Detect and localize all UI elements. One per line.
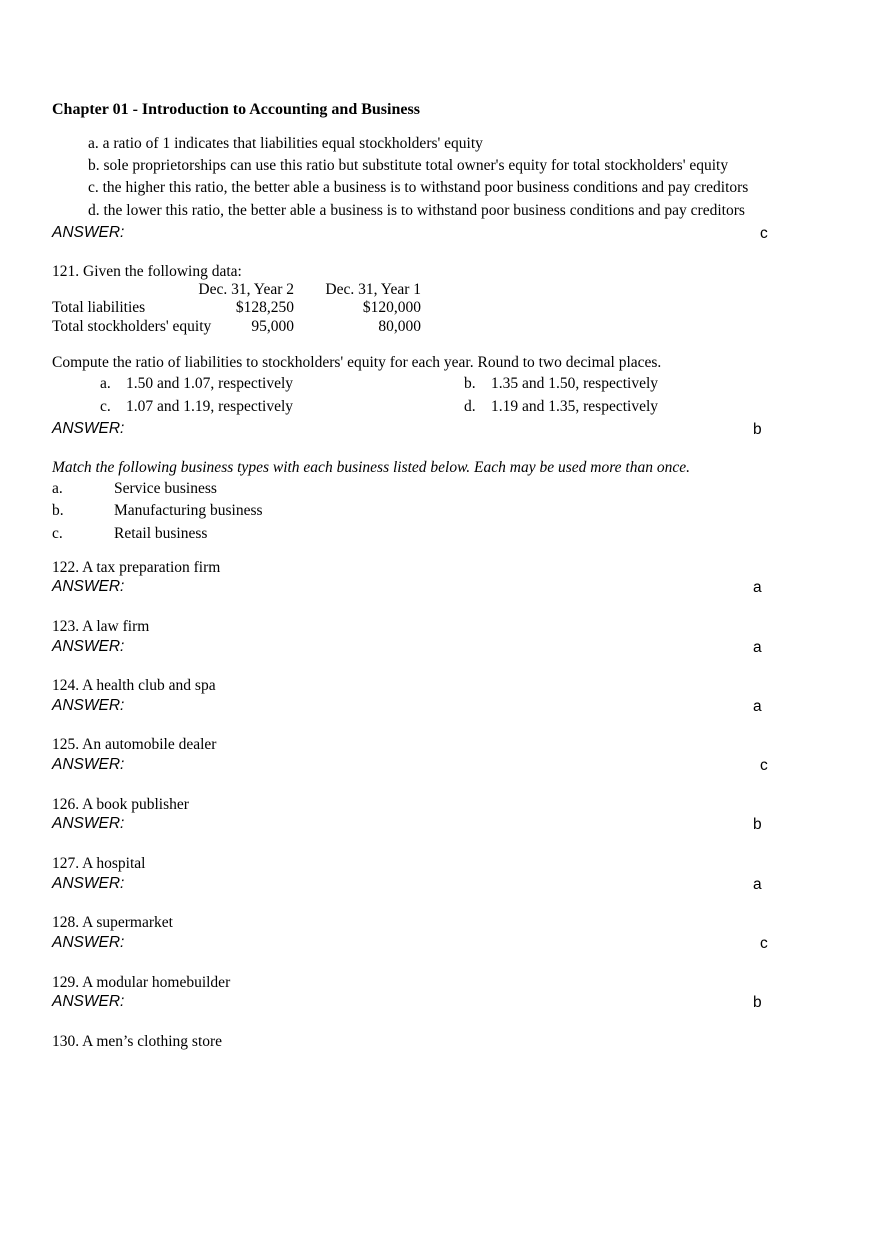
answer-label-122: ANSWER:	[52, 578, 125, 595]
q121-option-text-c: 1.07 and 1.19, respectively	[126, 398, 294, 415]
question-128: 128. A supermarket	[52, 914, 173, 931]
answer-126: b	[753, 816, 762, 833]
q120-option-b: b. sole proprietorships can use this ratio but substitute total owner's equity for total stockholders' equity	[88, 157, 729, 174]
matching-type-retail: Retail business	[114, 525, 208, 542]
matching-type-letter-c: c.	[52, 525, 63, 542]
answer-128: c	[760, 935, 768, 952]
question-126: 126. A book publisher	[52, 796, 189, 813]
answer-label-123: ANSWER:	[52, 638, 125, 655]
q121-option-text-d: 1.19 and 1.35, respectively	[491, 398, 659, 415]
q121-option-text-b: 1.35 and 1.50, respectively	[491, 375, 659, 392]
q121-row-label: Total liabilities	[52, 299, 146, 316]
q121-col-header-year2: Dec. 31, Year 2	[198, 281, 294, 298]
answer-label-126: ANSWER:	[52, 815, 125, 832]
question-122: 122. A tax preparation firm	[52, 559, 221, 576]
q121-col-header-year1: Dec. 31, Year 1	[325, 281, 421, 298]
q121-row-label: Total stockholders' equity	[52, 318, 212, 335]
q121-row-value-year2: $128,250	[235, 299, 294, 316]
answer-label-127: ANSWER:	[52, 875, 125, 892]
q120-answer: c	[760, 225, 768, 242]
q121-option-letter-d: d.	[464, 398, 476, 415]
question-129: 129. A modular homebuilder	[52, 974, 231, 991]
q121-option-text-a: 1.50 and 1.07, respectively	[126, 375, 294, 392]
matching-type-service: Service business	[114, 480, 217, 497]
page-title: Chapter 01 - Introduction to Accounting and Business	[52, 101, 420, 118]
answer-124: a	[753, 698, 762, 715]
question-123: 123. A law firm	[52, 618, 150, 635]
question-125: 125. An automobile dealer	[52, 736, 217, 753]
answer-label-125: ANSWER:	[52, 756, 125, 773]
answer-129: b	[753, 994, 762, 1011]
question-127: 127. A hospital	[52, 855, 146, 872]
q120-answer-label: ANSWER:	[52, 224, 125, 241]
matching-type-letter-b: b.	[52, 502, 64, 519]
q121-option-letter-b: b.	[464, 375, 476, 392]
q121-answer-label: ANSWER:	[52, 420, 125, 437]
q120-option-a: a. a ratio of 1 indicates that liabilities equal stockholders' equity	[88, 135, 483, 152]
q121-row-value-year1: $120,000	[362, 299, 421, 316]
q121-question: Compute the ratio of liabilities to stockholders' equity for each year. Round to two decimal places.	[52, 354, 662, 371]
q121-option-letter-a: a.	[100, 375, 111, 392]
matching-type-manufacturing: Manufacturing business	[114, 502, 263, 519]
q120-option-d: d. the lower this ratio, the better able a business is to withstand poor business conditions and pay creditors	[88, 202, 745, 219]
answer-123: a	[753, 639, 762, 656]
q121-answer: b	[753, 421, 762, 438]
q121-row-value-year2: 95,000	[251, 318, 294, 335]
answer-label-129: ANSWER:	[52, 993, 125, 1010]
question-124: 124. A health club and spa	[52, 677, 216, 694]
answer-label-124: ANSWER:	[52, 697, 125, 714]
answer-label-128: ANSWER:	[52, 934, 125, 951]
q121-stem: 121. Given the following data:	[52, 263, 242, 280]
q120-option-c: c. the higher this ratio, the better able a business is to withstand poor business conditions and pay creditors	[88, 179, 749, 196]
matching-instruction: Match the following business types with each business listed below. Each may be used more than once.	[52, 459, 690, 476]
matching-type-letter-a: a.	[52, 480, 63, 497]
q121-option-letter-c: c.	[100, 398, 111, 415]
answer-127: a	[753, 876, 762, 893]
answer-125: c	[760, 757, 768, 774]
question-130: 130. A men’s clothing store	[52, 1033, 223, 1050]
q121-row-value-year1: 80,000	[378, 318, 421, 335]
answer-122: a	[753, 579, 762, 596]
